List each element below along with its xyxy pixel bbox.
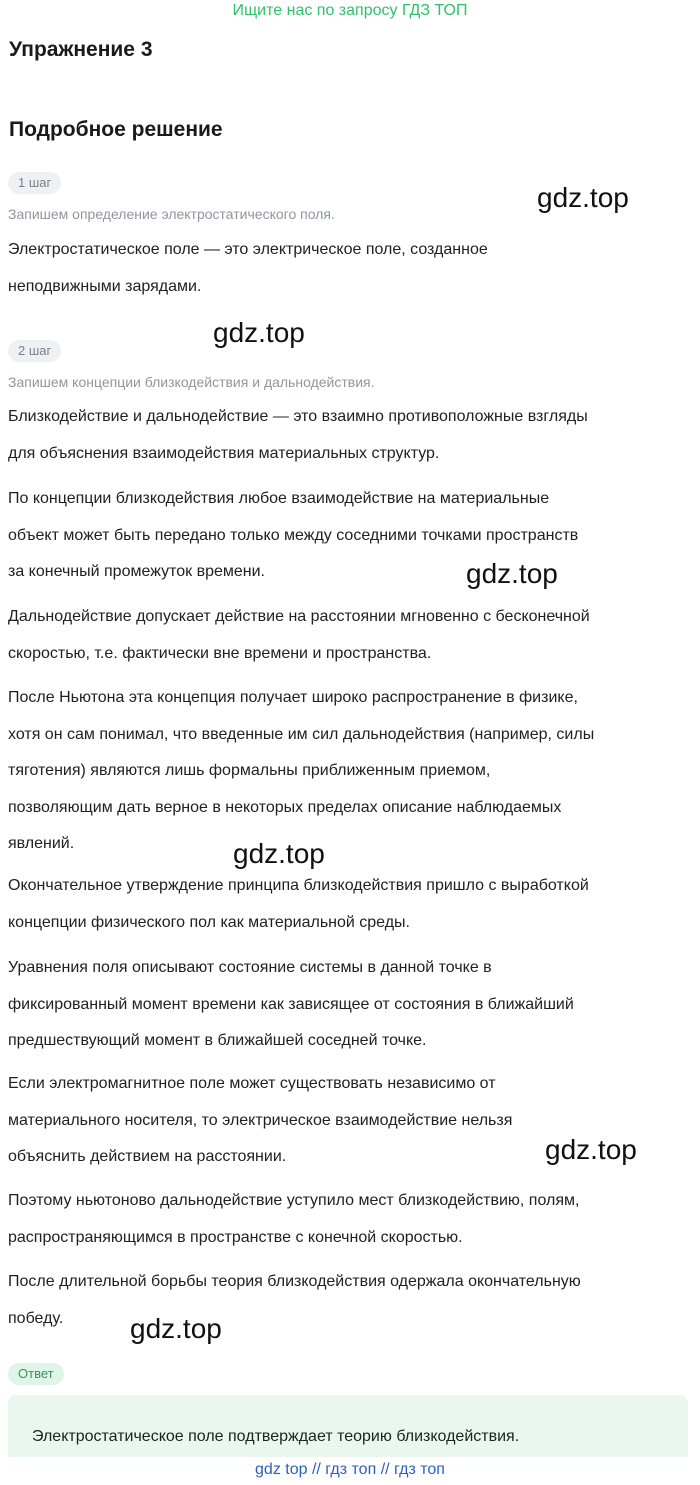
text-line: объект может быть передано только между соседними точками пространств: [8, 526, 579, 544]
text-line: По концепции близкодействия любое взаимодействие на материальные: [8, 490, 550, 507]
text-line: фиксированный момент времени как зависящее от состояния в ближайший: [8, 995, 574, 1013]
text-line: Поэтому ньютоново дальнодействие уступило мест близкодействию, полям,: [8, 1192, 580, 1209]
step-2-paragraph-6: [8, 950, 693, 1060]
step-2-paragraph-4: [8, 680, 693, 863]
answer-text: Электростатическое поле подтверждает теорию близкодействия.: [32, 1428, 520, 1445]
watermark: gdz.top: [545, 1134, 637, 1165]
watermark: gdz.top: [130, 1313, 222, 1344]
text-line: Электростатическое поле — это электрическое поле, созданное: [8, 241, 488, 258]
text-line: за конечный промежуток времени.: [8, 563, 265, 580]
promo-banner[interactable]: Ищите нас по запросу ГДЗ ТОП: [232, 2, 468, 19]
text-line: хотя он сам понимал, что введенные им сил дальнодействия (например, силы: [8, 725, 595, 743]
watermark: gdz.top: [537, 182, 629, 213]
step-2-note: Запишем концепции близкодействия и дальнодействия.: [8, 374, 375, 390]
text-line: Окончательное утверждение принципа близкодействия пришло с выработкой: [8, 877, 589, 894]
text-line: материального носителя, то электрическое взаимодействие нельзя: [8, 1111, 513, 1129]
step-2-paragraph-8: [8, 1183, 693, 1256]
text-line: Уравнения поля описывают состояние системы в данной точке в: [8, 959, 492, 976]
text-line: позволяющим дать верное в некоторых пределах описание наблюдаемых: [8, 798, 562, 816]
answer-badge: [8, 1363, 64, 1385]
section-title: Подробное решение: [9, 118, 223, 141]
text-line: Дальнодействие допускает действие на расстоянии мгновенно с бесконечной: [8, 608, 590, 625]
text-line: тяготения) являются лишь формальны приближенным приемом,: [8, 762, 491, 779]
step-2-paragraph-3: [8, 599, 693, 672]
answer-box: [8, 1395, 688, 1457]
text-line: для объяснения взаимодействия материальных структур.: [8, 444, 440, 462]
step-1-paragraph-1: [8, 232, 693, 305]
step-1-label: 1 шаг: [8, 172, 61, 194]
step-2-paragraph-9: [8, 1264, 693, 1337]
text-line: предшествующий момент в ближайшей соседней точке.: [8, 1032, 427, 1049]
text-line: концепции физического пол как материальной среды.: [8, 913, 410, 931]
text-line: явлений.: [8, 835, 75, 852]
watermark: gdz.top: [213, 317, 305, 348]
text-line: распространяющимся в пространстве с конечной скоростью.: [8, 1228, 463, 1246]
page-title: Упражнение 3: [9, 38, 153, 61]
text-line: скоростью, т.е. фактически вне времени и пространства.: [8, 644, 432, 662]
text-line: объяснить действием на расстоянии.: [8, 1148, 287, 1165]
step-2-paragraph-5: [8, 868, 693, 941]
text-line: После длительной борьбы теория близкодействия одержала окончательную: [8, 1273, 581, 1290]
text-line: Если электромагнитное поле может существовать независимо от: [8, 1075, 496, 1092]
step-1-note: Запишем определение электростатического поля.: [8, 206, 335, 222]
step-1-badge: [8, 172, 61, 194]
watermark: gdz.top: [233, 838, 325, 869]
footer-links[interactable]: gdz top // гдз топ // гдз топ: [255, 1461, 445, 1478]
text-line: После Ньютона эта концепция получает широко распространение в физике,: [8, 689, 578, 706]
step-2-label: 2 шаг: [8, 340, 61, 362]
step-2-badge: [8, 340, 61, 362]
step-2-paragraph-1: [8, 399, 693, 472]
watermark: gdz.top: [466, 558, 558, 589]
text-line: Близкодействие и дальнодействие — это взаимно противоположные взгляды: [8, 408, 588, 425]
step-2-paragraph-2: [8, 481, 693, 591]
text-line: неподвижными зарядами.: [8, 277, 202, 295]
answer-label: Ответ: [8, 1363, 64, 1385]
text-line: победу.: [8, 1309, 64, 1327]
